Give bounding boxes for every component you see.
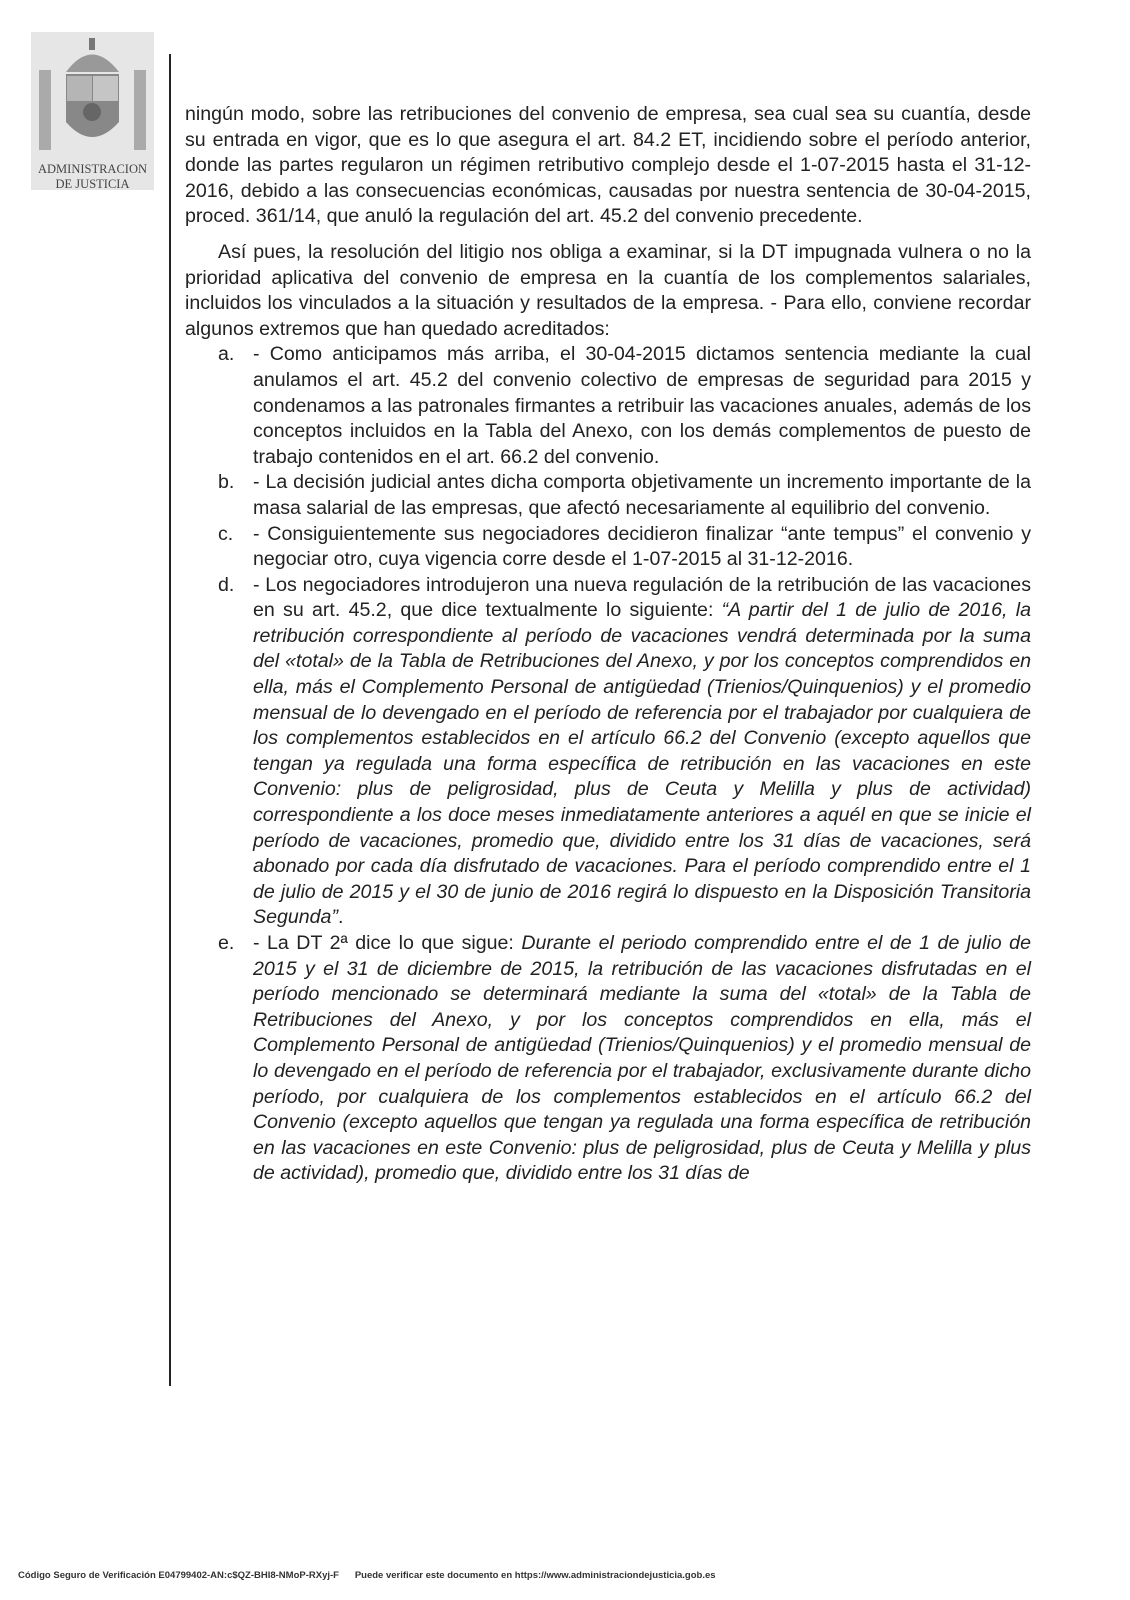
verification-code: Código Seguro de Verificación E04799402-AN:c$QZ-BHI8-NMoP-RXyj-F xyxy=(18,1570,339,1581)
list-item xyxy=(185,931,1031,1187)
list-item xyxy=(185,342,1031,470)
list-letter: d. xyxy=(218,573,235,596)
paragraph: Así pues, la resolución del litigio nos obliga a examinar, si la DT impugnada vulnera o no la prioridad aplicativa del convenio de empresa en la cuantía de los complementos salariales, incluidos los vinculados a la situación y resultados de la empresa. - Para ello, conviene recordar algunos extremos que han quedado acreditados: xyxy=(185,240,1031,340)
list-text: - Los negociadores introdujeron una nueva regulación de la retribución de las vacaciones en su art. 45.2, que dice textualmente lo siguiente: xyxy=(253,573,1031,622)
margin-rule xyxy=(169,54,171,1386)
list-letter: c. xyxy=(218,522,234,545)
list-text: - La decisión judicial antes dicha comporta objetivamente un incremento importante de la masa salarial de las empresas, que afectó necesariamente al equilibrio del convenio. xyxy=(253,471,1031,519)
verification-url: Puede verificar este documento en https://www.administraciondejusticia.gob.es xyxy=(354,1570,716,1581)
document-body xyxy=(185,102,1031,1187)
list-item xyxy=(185,522,1031,573)
paragraph: ningún modo, sobre las retribuciones del convenio de empresa, sea cual sea su cuantía, desde su entrada en vigor, que es lo que asegura el art. 84.2 ET, incidiendo sobre el período anterior, donde las partes regularon un régimen retributivo complejo desde el 1-07-2015 hasta el 31-12-2016, debido a las consecuencias económicas, causadas por nuestra sentencia de 30-04-2015, proced. 361/14, que anuló la regulación del art. 45.2 del convenio precedente. xyxy=(185,103,1031,228)
list-item xyxy=(185,573,1031,931)
coat-of-arms-icon xyxy=(31,32,154,157)
logo-line-2: DE JUSTICIA xyxy=(55,177,130,191)
list-letter: b. xyxy=(218,471,235,494)
quoted-text: “A partir del 1 de julio de 2016, la retribución correspondiente al período de vacaciones vendrá determinada por la suma del «total» de la Tabla de Retribuciones del Anexo, y por los conceptos comprendidos en ella, más el Complemento Personal de antigüedad (Trienios/Quinquenios) y el promedio mensual de lo devengado en el período de referencia por el trabajador por cualquiera de los complementos establecidos en el artículo 66.2 del Convenio (excepto aquellos que tengan ya regulada una forma específica de retribución en las vacaciones en este Convenio: plus de peligrosidad, plus de Ceuta y Melilla y plus de actividad) correspondiente a los doce meses inmediatamente anteriores a aquél en que se inicie el período de vacaciones, promedio que, dividido entre los 31 días de vacaciones, será abonado por cada día disfrutado de vacaciones. Para el período comprendido entre el 1 de julio de 2015 y el 30 de junio de 2016 regirá lo dispuesto en la Disposición Transitoria Segunda” xyxy=(253,599,1031,929)
list-item xyxy=(185,470,1031,521)
quoted-text: Durante el periodo comprendido entre el de 1 de julio de 2015 y el 31 de diciembre de 2015, la retribución de las vacaciones disfrutadas en el período mencionado se determinará mediante la suma del «total» de la Tabla de Retribuciones del Anexo, y por los conceptos comprendidos en ella, más el Complemento Personal de antigüedad (Trienios/Quinquenios) y el promedio mensual de lo devengado en el período de referencia por el trabajador, exclusivamente durante dicho período, por cualquiera de los complementos establecidos en el artículo 66.2 del Convenio (excepto aquellos que tengan ya regulada una forma específica de retribución en las vacaciones en este Convenio: plus de peligrosidad, plus de Ceuta y Melilla y plus de actividad), promedio que, dividido entre los 31 días de xyxy=(253,932,1031,1185)
list-letter: e. xyxy=(218,932,235,954)
list-text: - Consiguientemente sus negociadores decidieron finalizar “ante tempus” el convenio y negociar otro, cuya vigencia corre desde el 1-07-2015 al 31-12-2016. xyxy=(253,522,1031,571)
list-text: - La DT 2ª dice lo que sigue: xyxy=(253,932,522,954)
administracion-de-justicia-logo xyxy=(31,32,154,190)
list-text: - Como anticipamos más arriba, el 30-04-2015 dictamos sentencia mediante la cual anulamos el art. 45.2 del convenio colectivo de empresas de seguridad para 2015 y condenamos a las patronales firmantes a retribuir las vacaciones anuales, además de los conceptos incluidos en la Tabla del Anexo, con los demás complementos de puesto de trabajo contenidos en el art. 66.2 del convenio. xyxy=(253,343,1031,468)
list-letter: a. xyxy=(218,343,235,366)
list-tail: . xyxy=(337,906,344,929)
logo-line-1: ADMINISTRACION xyxy=(37,162,148,176)
verification-footer xyxy=(18,1570,716,1581)
